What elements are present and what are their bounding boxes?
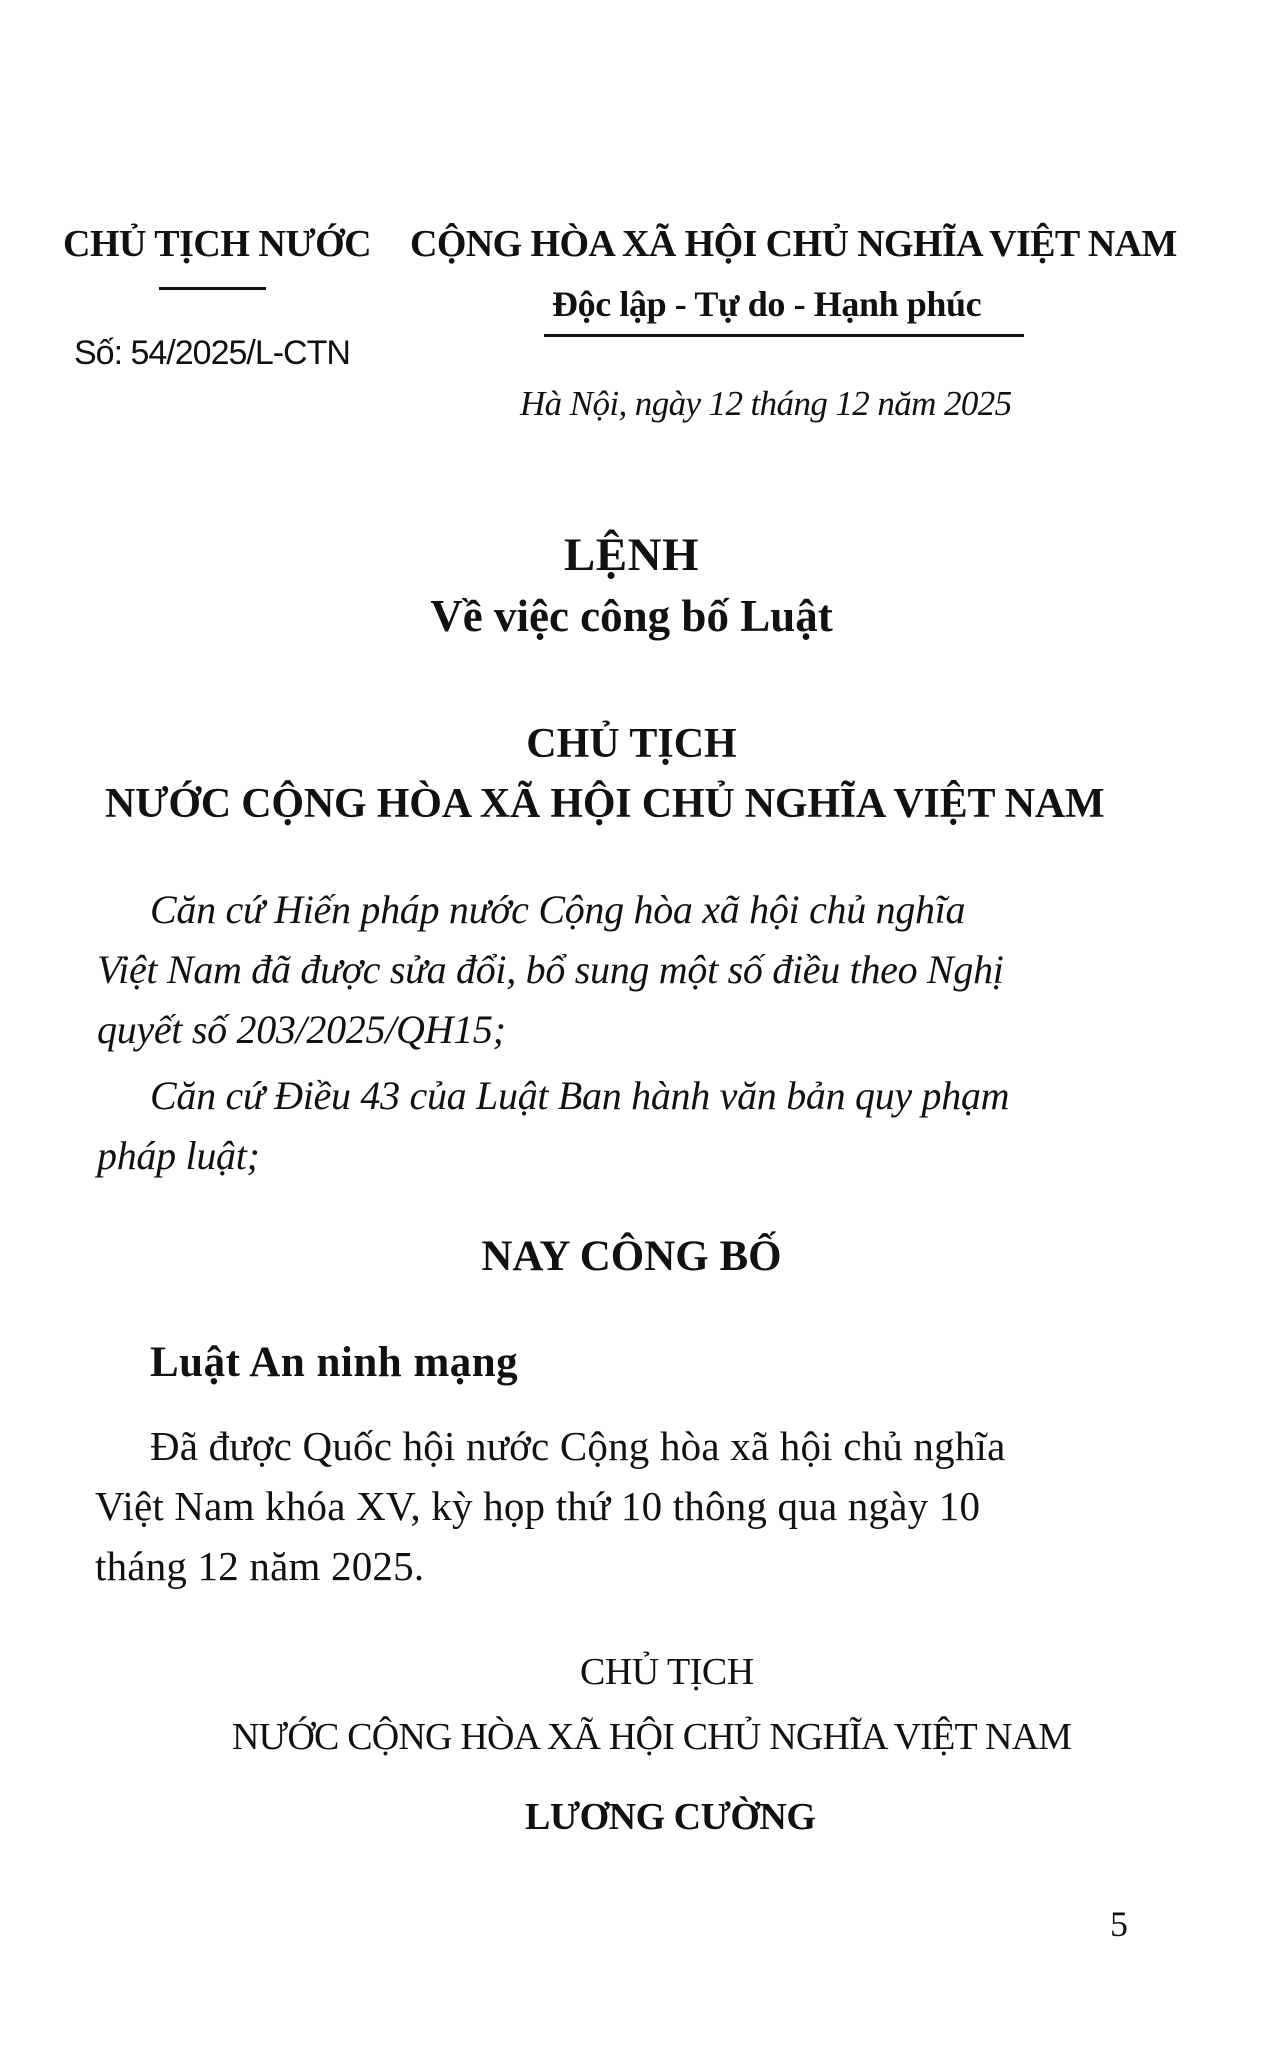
body-line: tháng 12 năm 2025. xyxy=(95,1543,425,1589)
body-line: Việt Nam khóa XV, kỳ họp thứ 10 thông qua ngày 10 xyxy=(95,1483,981,1529)
signature-subtitle: NƯỚC CỘNG HÒA XÃ HỘI CHỦ NGHĨA VIỆT NAM xyxy=(232,1716,1072,1758)
legal-basis-line: pháp luật; xyxy=(97,1133,260,1178)
issuer-underline xyxy=(159,287,266,290)
place-and-date: Hà Nội, ngày 12 tháng 12 năm 2025 xyxy=(520,384,1012,423)
proclamation-heading: NAY CÔNG BỐ xyxy=(481,1233,782,1280)
document-subtitle: Về việc công bố Luật xyxy=(430,591,833,641)
page-number: 5 xyxy=(1110,1904,1128,1944)
national-motto: Độc lập - Tự do - Hạnh phúc xyxy=(552,284,982,324)
law-name: Luật An ninh mạng xyxy=(150,1339,519,1386)
signatory-name: LƯƠNG CƯỜNG xyxy=(525,1796,816,1838)
document-title: LỆNH xyxy=(563,529,700,581)
nation-heading: CỘNG HÒA XÃ HỘI CHỦ NGHĨA VIỆT NAM xyxy=(410,223,1177,265)
authority-subtitle: NƯỚC CỘNG HÒA XÃ HỘI CHỦ NGHĨA VIỆT NAM xyxy=(105,781,1105,827)
document-number: Số: 54/2025/L-CTN xyxy=(74,334,350,372)
legal-basis-line: Căn cứ Điều 43 của Luật Ban hành văn bản quy phạm xyxy=(150,1073,1010,1118)
motto-underline xyxy=(544,334,1024,337)
signature-title: CHỦ TỊCH xyxy=(580,1651,754,1693)
authority-title: CHỦ TỊCH xyxy=(526,721,737,767)
body-line: Đã được Quốc hội nước Cộng hòa xã hội chủ nghĩa xyxy=(150,1423,1006,1469)
issuer-heading: CHỦ TỊCH NƯỚC xyxy=(63,223,372,265)
legal-basis-line: Căn cứ Hiến pháp nước Cộng hòa xã hội chủ nghĩa xyxy=(150,887,966,932)
legal-basis-line: quyết số 203/2025/QH15; xyxy=(97,1007,506,1052)
legal-basis-line: Việt Nam đã được sửa đổi, bổ sung một số điều theo Nghị xyxy=(97,947,1004,992)
